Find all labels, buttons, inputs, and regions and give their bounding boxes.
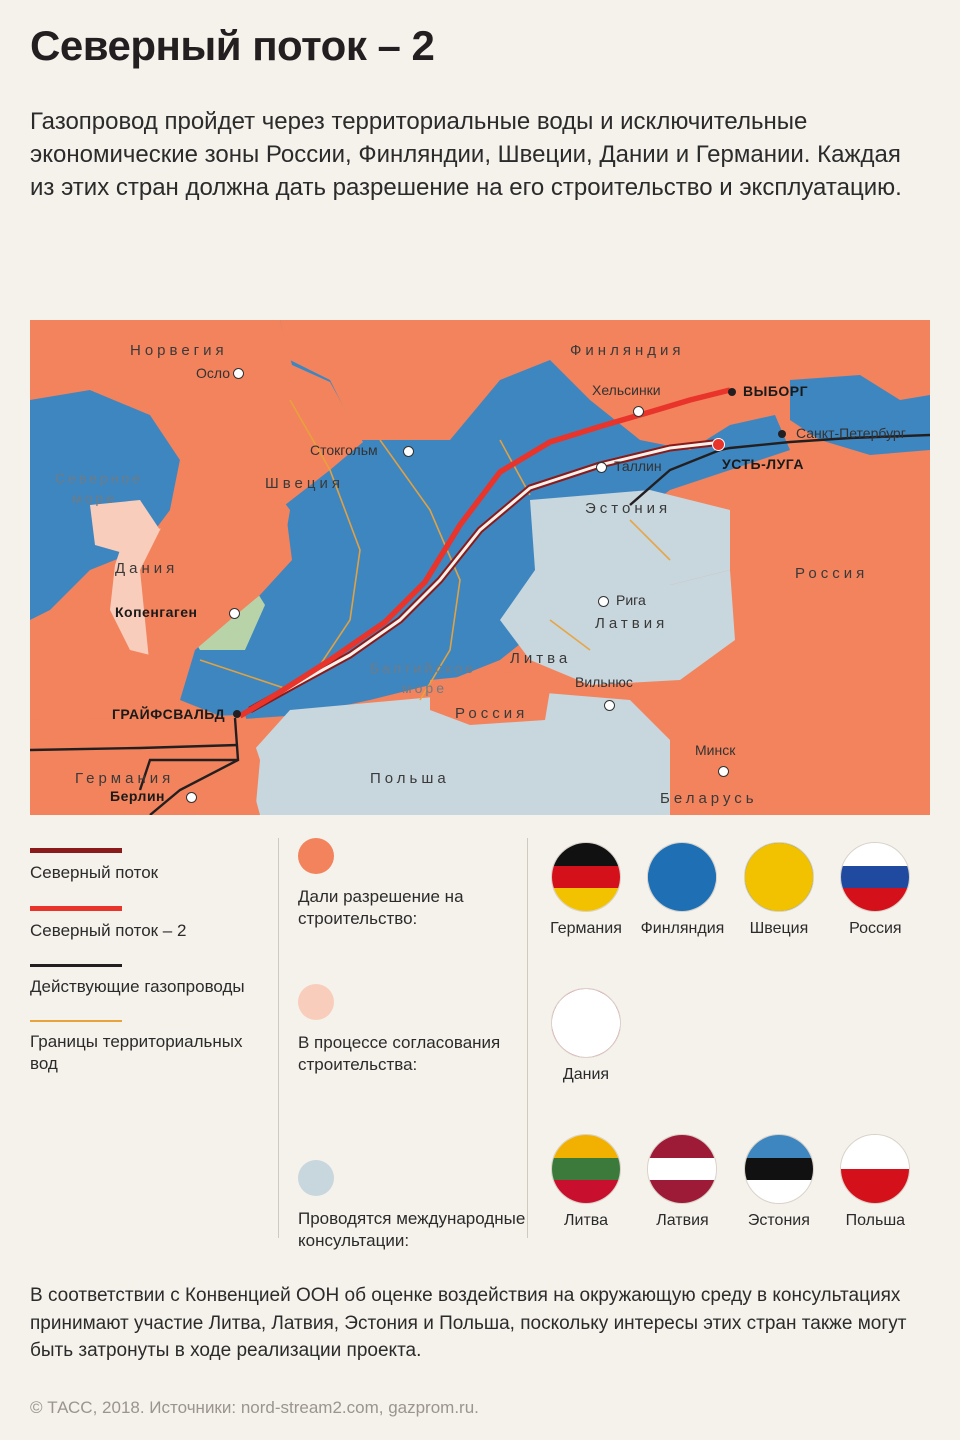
map-node-dot-greifswald: [233, 710, 241, 718]
flags-pending: [540, 988, 632, 1084]
map-country-label: Россия: [455, 705, 529, 722]
legend-statuses: [298, 838, 528, 1289]
flag-label: Латвия: [656, 1212, 709, 1229]
legend-divider: [278, 838, 279, 1238]
map-node-dot-ust-luga: [712, 438, 725, 451]
map-country-label: Германия: [75, 770, 175, 787]
map-city-dot: [233, 368, 244, 379]
map-city-dot: [718, 766, 729, 777]
flag-estonia-icon: [744, 1134, 814, 1204]
flag-denmark-icon: [551, 988, 621, 1058]
map-country-label: Швеция: [265, 475, 344, 492]
flag-item-russia: [829, 842, 921, 938]
flag-item-latvia: [636, 1134, 728, 1230]
flag-finland-icon: [647, 842, 717, 912]
flag-label: Германия: [550, 920, 622, 937]
flags-approved: [540, 842, 921, 938]
status-pending: [298, 984, 528, 1124]
map-city-dot: [403, 446, 414, 457]
map-country-label: Финляндия: [570, 342, 685, 359]
flag-russia-icon: [840, 842, 910, 912]
flag-sweden-icon: [744, 842, 814, 912]
map-sea-label: море: [72, 490, 117, 506]
credit-line: © ТАСС, 2018. Источники: nord-stream2.com, gazprom.ru.: [30, 1398, 479, 1417]
map-city-dot: [598, 596, 609, 607]
map-city-dot: [604, 700, 615, 711]
map-sea-label: Северное: [55, 470, 144, 486]
map-city-label-greifswald: ГРАЙФСВАЛЬД: [112, 706, 226, 722]
map-city-label-ust-luga: УСТЬ-ЛУГА: [722, 456, 804, 472]
flag-germany-icon: [551, 842, 621, 912]
map-city-dot: [778, 430, 786, 438]
map-country-label: Россия: [795, 565, 869, 582]
flag-label: Финляндия: [640, 920, 725, 937]
flag-lithuania-icon: [551, 1134, 621, 1204]
map-city-label-minsk: Минск: [695, 742, 736, 758]
line-swatch-territorial-borders: [30, 1020, 122, 1022]
status-label: Дали разрешение на строительство:: [298, 887, 464, 929]
footnote: В соответствии с Конвенцией ООН об оценке воздействия на окружающую среду в консультациях принимают участие Литва, Латвия, Эстония и Польша, поскольку интересы этих стран также могут быть затронуты в ходе реализации проекта.: [30, 1285, 907, 1362]
color-swatch-pending: [298, 984, 334, 1020]
flag-item-poland: [829, 1134, 921, 1230]
map-city-label-berlin: Берлин: [110, 788, 166, 804]
legend-label: Северный поток – 2: [30, 921, 187, 941]
flag-poland-icon: [840, 1134, 910, 1204]
legend-item-active-pipelines: [30, 964, 265, 998]
status-label: Проводятся международные консультации:: [298, 1209, 526, 1251]
line-swatch-nord-stream: [30, 848, 122, 853]
map-container[interactable]: [30, 320, 930, 815]
map-country-label: Дания: [115, 560, 179, 577]
map-city-dot: [186, 792, 197, 803]
map-city-dot: [229, 608, 240, 619]
map-city-label-vyborg: ВЫБОРГ: [743, 383, 809, 399]
flag-item-lithuania: [540, 1134, 632, 1230]
flag-item-denmark: [540, 988, 632, 1084]
flag-item-finland: [636, 842, 728, 938]
page-title: Северный поток – 2: [30, 22, 435, 69]
legend-item-nord-stream-2: [30, 906, 265, 942]
flag-label: Швеция: [749, 920, 809, 937]
legend-item-nord-stream: [30, 848, 265, 884]
map-country-label: Литва: [510, 650, 572, 667]
map-city-dot: [596, 462, 607, 473]
status-label: В процессе согласования строительства:: [298, 1033, 501, 1075]
map-country-label: Эстония: [585, 500, 672, 517]
color-swatch-approved: [298, 838, 334, 874]
map-city-label-helsinki: Хельсинки: [592, 382, 661, 398]
map-city-dot: [633, 406, 644, 417]
color-swatch-consultations: [298, 1160, 334, 1196]
map-city-label-riga: Рига: [616, 592, 646, 608]
map-sea-label: Балтийское: [370, 660, 477, 676]
line-swatch-active-pipelines: [30, 964, 122, 967]
line-swatch-nord-stream-2: [30, 906, 122, 911]
status-consultations: [298, 1160, 528, 1253]
flag-label: Эстония: [747, 1212, 810, 1229]
legend-line-styles: [30, 848, 265, 1097]
map-country-label: Норвегия: [130, 342, 228, 359]
flag-label: Польша: [845, 1212, 906, 1229]
flag-item-estonia: [733, 1134, 825, 1230]
page-subtitle: Газопровод пройдет через территориальные воды и исключительные экономические зоны России, Финляндии, Швеции, Дании и Германии. Каждая из этих стран должна дать разрешение на его строительство и эксплуатацию.: [30, 108, 902, 202]
legend-label: Действующие газопроводы: [30, 977, 245, 997]
map-city-label-copenhagen: Копенгаген: [115, 604, 198, 620]
flag-label: Дания: [562, 1066, 610, 1083]
legend-label: Границы территориальных вод: [30, 1032, 243, 1074]
map-city-label-oslo: Осло: [196, 365, 231, 381]
map-country-label: Латвия: [595, 615, 669, 632]
map-city-label-stockholm: Стокгольм: [310, 442, 378, 458]
map-country-label: Беларусь: [660, 790, 758, 807]
flag-item-sweden: [733, 842, 825, 938]
map-city-label-spb: Санкт-Петербург: [796, 425, 906, 441]
flag-latvia-icon: [647, 1134, 717, 1204]
flags-consultations: [540, 1134, 921, 1230]
flag-item-germany: [540, 842, 632, 938]
legend-item-territorial-borders: [30, 1020, 265, 1075]
flag-label: Россия: [849, 920, 902, 937]
map-sea-label: море: [402, 680, 447, 696]
legend-label: Северный поток: [30, 863, 159, 882]
map-node-dot: [728, 388, 736, 396]
flag-label: Литва: [564, 1212, 608, 1229]
status-approved: [298, 838, 528, 948]
legend: [30, 838, 930, 1251]
map-country-label: Польша: [370, 770, 450, 787]
map-city-label-vilnius: Вильнюс: [575, 674, 633, 690]
map-city-label-tallinn: Таллин: [614, 458, 662, 474]
